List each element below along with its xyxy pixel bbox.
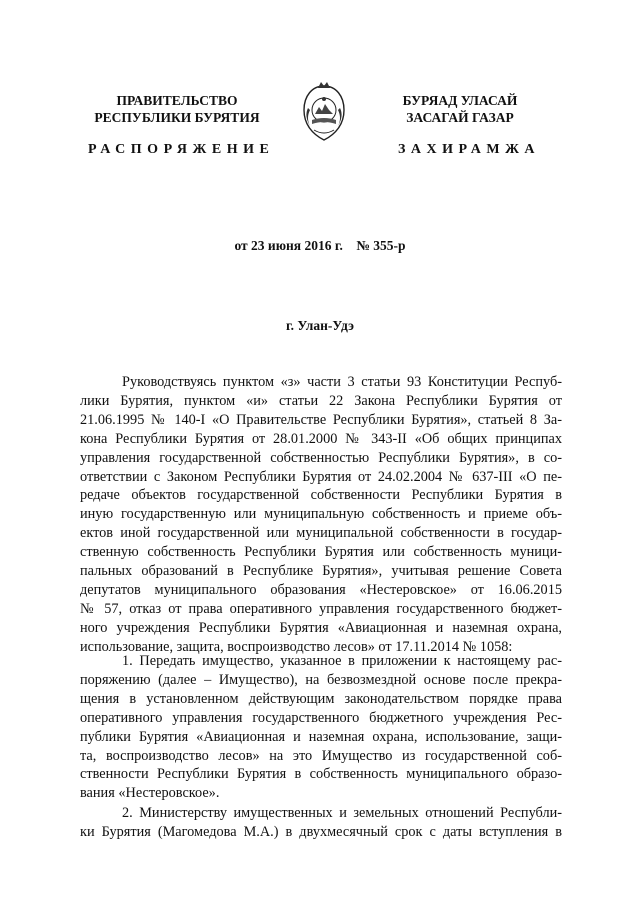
text-line: ки Бурятия (Магомедова М.А.) в двухмесячный срок с даты вступления в bbox=[80, 823, 562, 840]
buryatia-coat-of-arms-icon bbox=[298, 80, 350, 146]
text-line: публики Бурятия «Авиационная и наземная охрана, использование, защи- bbox=[80, 728, 562, 745]
text-line: депутатов муниципального образования «Нестеровское» от 16.06.2015 bbox=[80, 581, 562, 598]
text-line: ного учреждения Республики Бурятия «Авиационная и наземная охрана, bbox=[80, 619, 562, 636]
text-line: 21.06.1995 № 140-I «О Правительстве Республики Бурятия», статьей 8 За- bbox=[80, 411, 562, 428]
text-line: лики Бурятия, пунктом «и» статьи 22 Закона Республики Бурятия от bbox=[80, 392, 562, 409]
clause-1-paragraph bbox=[80, 652, 562, 803]
text-line: поряжению (далее – Имущество), на безвозмездной основе после прекра- bbox=[80, 671, 562, 688]
issuer-block-russian bbox=[82, 92, 272, 126]
text-line: Руководствуясь пунктом «з» части 3 статьи 93 Конституции Респуб- bbox=[122, 374, 562, 390]
issuer-line-2-buryat: ЗАСАГАЙ ГАЗАР bbox=[406, 110, 514, 125]
document-date-number: от 23 июня 2016 г. № 355-р bbox=[234, 238, 406, 253]
clause-2-paragraph bbox=[80, 804, 562, 842]
text-line: 1. Передать имущество, указанное в приложении к настоящему рас- bbox=[122, 653, 562, 669]
issuer-block-buryat bbox=[372, 92, 548, 126]
issuer-line-1: ПРАВИТЕЛЬСТВО bbox=[116, 93, 238, 108]
text-line: иную государственную или муниципальную собственность и приеме объ- bbox=[80, 506, 562, 523]
text-line: редаче объектов государственной собственности Республики Бурятия в bbox=[80, 487, 562, 504]
text-line: управления государственной собственностью Республики Бурятия», в со- bbox=[80, 449, 562, 466]
document-type-buryat: ЗАХИРАМЖА bbox=[398, 142, 541, 157]
text-line: вания «Нестеровское». bbox=[80, 785, 220, 802]
document-type-russian: РАСПОРЯЖЕНИЕ bbox=[88, 142, 275, 157]
text-line: ектов иной государственной или муниципальной собственности в государ- bbox=[80, 525, 562, 542]
text-line: использование, защита, воспроизводство лесов» от 17.11.2014 № 1058: bbox=[80, 638, 513, 655]
text-line: № 57, отказ от права оперативного управления государственного бюджет- bbox=[80, 600, 562, 617]
document-city: г. Улан-Удэ bbox=[286, 318, 354, 333]
text-line: щения в установленном действующим законодательством порядке права bbox=[80, 690, 562, 707]
text-line: ственную собственность Республики Бурятия или собственность муници- bbox=[80, 544, 562, 561]
text-line: пальных образований в Республике Бурятия», учитывая решение Совета bbox=[80, 563, 562, 580]
text-line: ственности Республики Бурятия в собственность муниципального образо- bbox=[80, 766, 562, 783]
issuer-line-2: РЕСПУБЛИКИ БУРЯТИЯ bbox=[94, 110, 260, 125]
text-line: кона Республики Бурятия от 28.01.2000 № 343-II «Об общих принципах bbox=[80, 430, 562, 447]
text-line: ответствии с Законом Республики Бурятия от 24.02.2004 № 637-III «О пе- bbox=[80, 468, 562, 485]
preamble-paragraph bbox=[80, 373, 562, 657]
text-line: та, воспроизводство лесов» на это Имущество из государственной соб- bbox=[80, 747, 562, 764]
issuer-line-1-buryat: БУРЯАД УЛАСАЙ bbox=[402, 93, 518, 108]
text-line: 2. Министерству имущественных и земельных отношений Республи- bbox=[122, 805, 562, 821]
text-line: оперативного управления государственного бюджетного учреждения Рес- bbox=[80, 709, 562, 726]
